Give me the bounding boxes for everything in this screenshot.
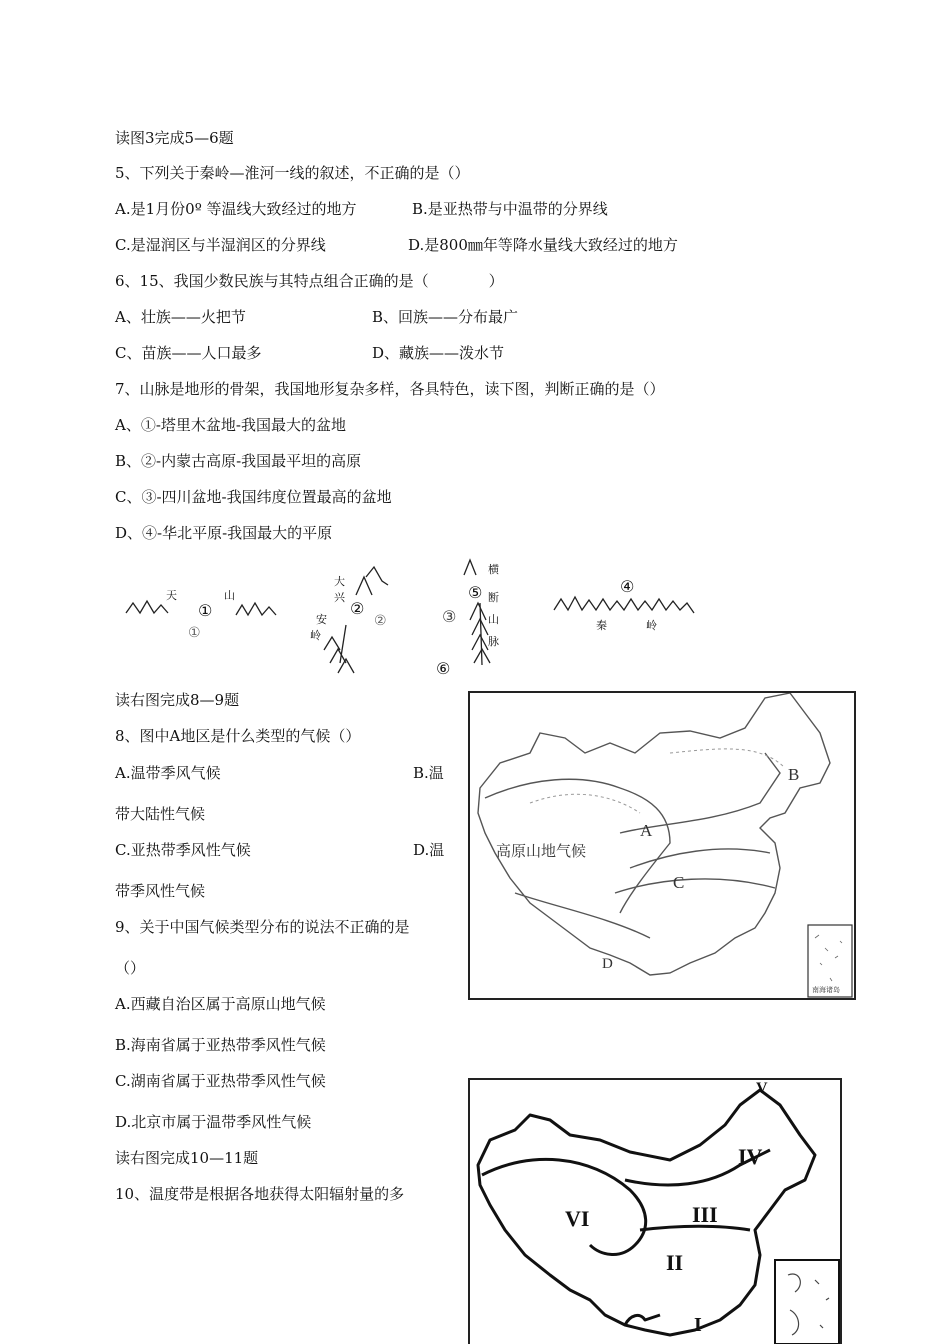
q5-option-d: D.是800㎜年等降水量线大致经过的地方 (408, 236, 678, 254)
region-c-label: C (673, 873, 685, 892)
q6-option-b: B、回族——分布最广 (372, 308, 519, 326)
label-heng: 横 (488, 563, 499, 576)
question-9-paren: （） (115, 959, 146, 977)
q7-option-b: B、②-内蒙古高原-我国最平坦的高原 (115, 452, 362, 470)
zone-ii-label: II (666, 1250, 684, 1275)
instruction-q8-9: 读右图完成8—9题 (115, 691, 240, 709)
label-circle-2: ② (350, 599, 365, 618)
question-9: 9、关于中国气候类型分布的说法不正确的是 (115, 918, 410, 936)
label-circle-1: ① (198, 601, 213, 620)
label-xing: 兴 (334, 591, 345, 604)
q8-option-d-cont: 带季风性气候 (115, 882, 206, 900)
label-circle-6: ⑥ (436, 659, 451, 678)
zone-iv-label: IV (738, 1144, 763, 1169)
q7-option-d: D、④-华北平原-我国最大的平原 (115, 524, 333, 542)
label-circle-2b: ② (374, 613, 387, 629)
q6-option-c: C、苗族——人口最多 (115, 344, 262, 362)
south-sea-islands-label: 南海诸岛 (812, 986, 840, 994)
zone-vi-label: VI (565, 1206, 590, 1231)
label-mai: 脉 (488, 635, 499, 648)
label-circle-3: ③ (442, 607, 457, 626)
q8-option-c: C.亚热带季风性气候 (115, 841, 251, 859)
q5-option-c: C.是湿润区与半湿润区的分界线 (115, 236, 326, 254)
label-shan2: 山 (488, 613, 499, 626)
region-b-label: B (788, 765, 800, 784)
zone-iii-label: III (692, 1202, 718, 1227)
label-ling2: 岭 (646, 619, 657, 632)
q9-option-c: C.湖南省属于亚热带季风性气候 (115, 1072, 326, 1090)
label-tian: 天 (166, 589, 177, 602)
label-circle-5: ⑤ (468, 583, 483, 602)
plateau-climate-label: 高原山地气候 (496, 844, 587, 860)
region-d-label: D (602, 956, 613, 972)
q7-option-c: C、③-四川盆地-我国纬度位置最高的盆地 (115, 488, 392, 506)
q7-option-a: A、①-塔里木盆地-我国最大的盆地 (115, 416, 346, 434)
label-duan: 断 (488, 591, 499, 604)
q5-option-a: A.是1月份0º 等温线大致经过的地方 (115, 200, 357, 218)
q6-option-a: A、壮族——火把节 (115, 308, 246, 326)
q9-option-d: D.北京市属于温带季风性气候 (115, 1113, 312, 1131)
q6-option-d: D、藏族——泼水节 (372, 344, 505, 362)
question-6: 6、15、我国少数民族与其特点组合正确的是（ ） (115, 272, 504, 290)
question-7: 7、山脉是地形的骨架，我国地形复杂多样，各具特色，读下图，判断正确的是（） (115, 380, 665, 398)
question-5: 5、下列关于秦岭—淮河一线的叙述，不正确的是（） (115, 164, 470, 182)
region-a-label: A (640, 821, 653, 840)
q5-option-b: B.是亚热带与中温带的分界线 (412, 200, 608, 218)
q8-option-d-start: D.温 (413, 841, 445, 859)
temperature-map-drawing (470, 1080, 840, 1344)
zone-i-label: I (694, 1314, 702, 1336)
label-qin: 秦 (596, 619, 607, 632)
question-8: 8、图中A地区是什么类型的气候（） (115, 727, 361, 745)
instruction-q10-11: 读右图完成10—11题 (115, 1149, 259, 1167)
label-ling: 岭 (310, 629, 321, 642)
label-circle-1b: ① (188, 625, 201, 641)
mountain-figure (118, 555, 708, 685)
q8-option-a: A.温带季风气候 (115, 764, 221, 782)
label-shan: 山 (224, 589, 235, 602)
q8-option-b-start: B.温 (413, 764, 444, 782)
temperature-zone-map (468, 1078, 842, 1344)
zone-v-label: V (756, 1080, 768, 1097)
label-da: 大 (334, 575, 345, 588)
label-circle-4: ④ (620, 577, 635, 596)
question-10: 10、温度带是根据各地获得太阳辐射量的多 (115, 1185, 405, 1203)
instruction-q5-6: 读图3完成5—6题 (115, 129, 234, 147)
climate-map (468, 691, 856, 1000)
q9-option-b: B.海南省属于亚热带季风性气候 (115, 1036, 326, 1054)
q8-option-b-cont: 带大陆性气候 (115, 805, 206, 823)
q9-option-a: A.西藏自治区属于高原山地气候 (115, 995, 326, 1013)
mountain-drawing (118, 555, 708, 685)
label-an: 安 (316, 613, 327, 626)
